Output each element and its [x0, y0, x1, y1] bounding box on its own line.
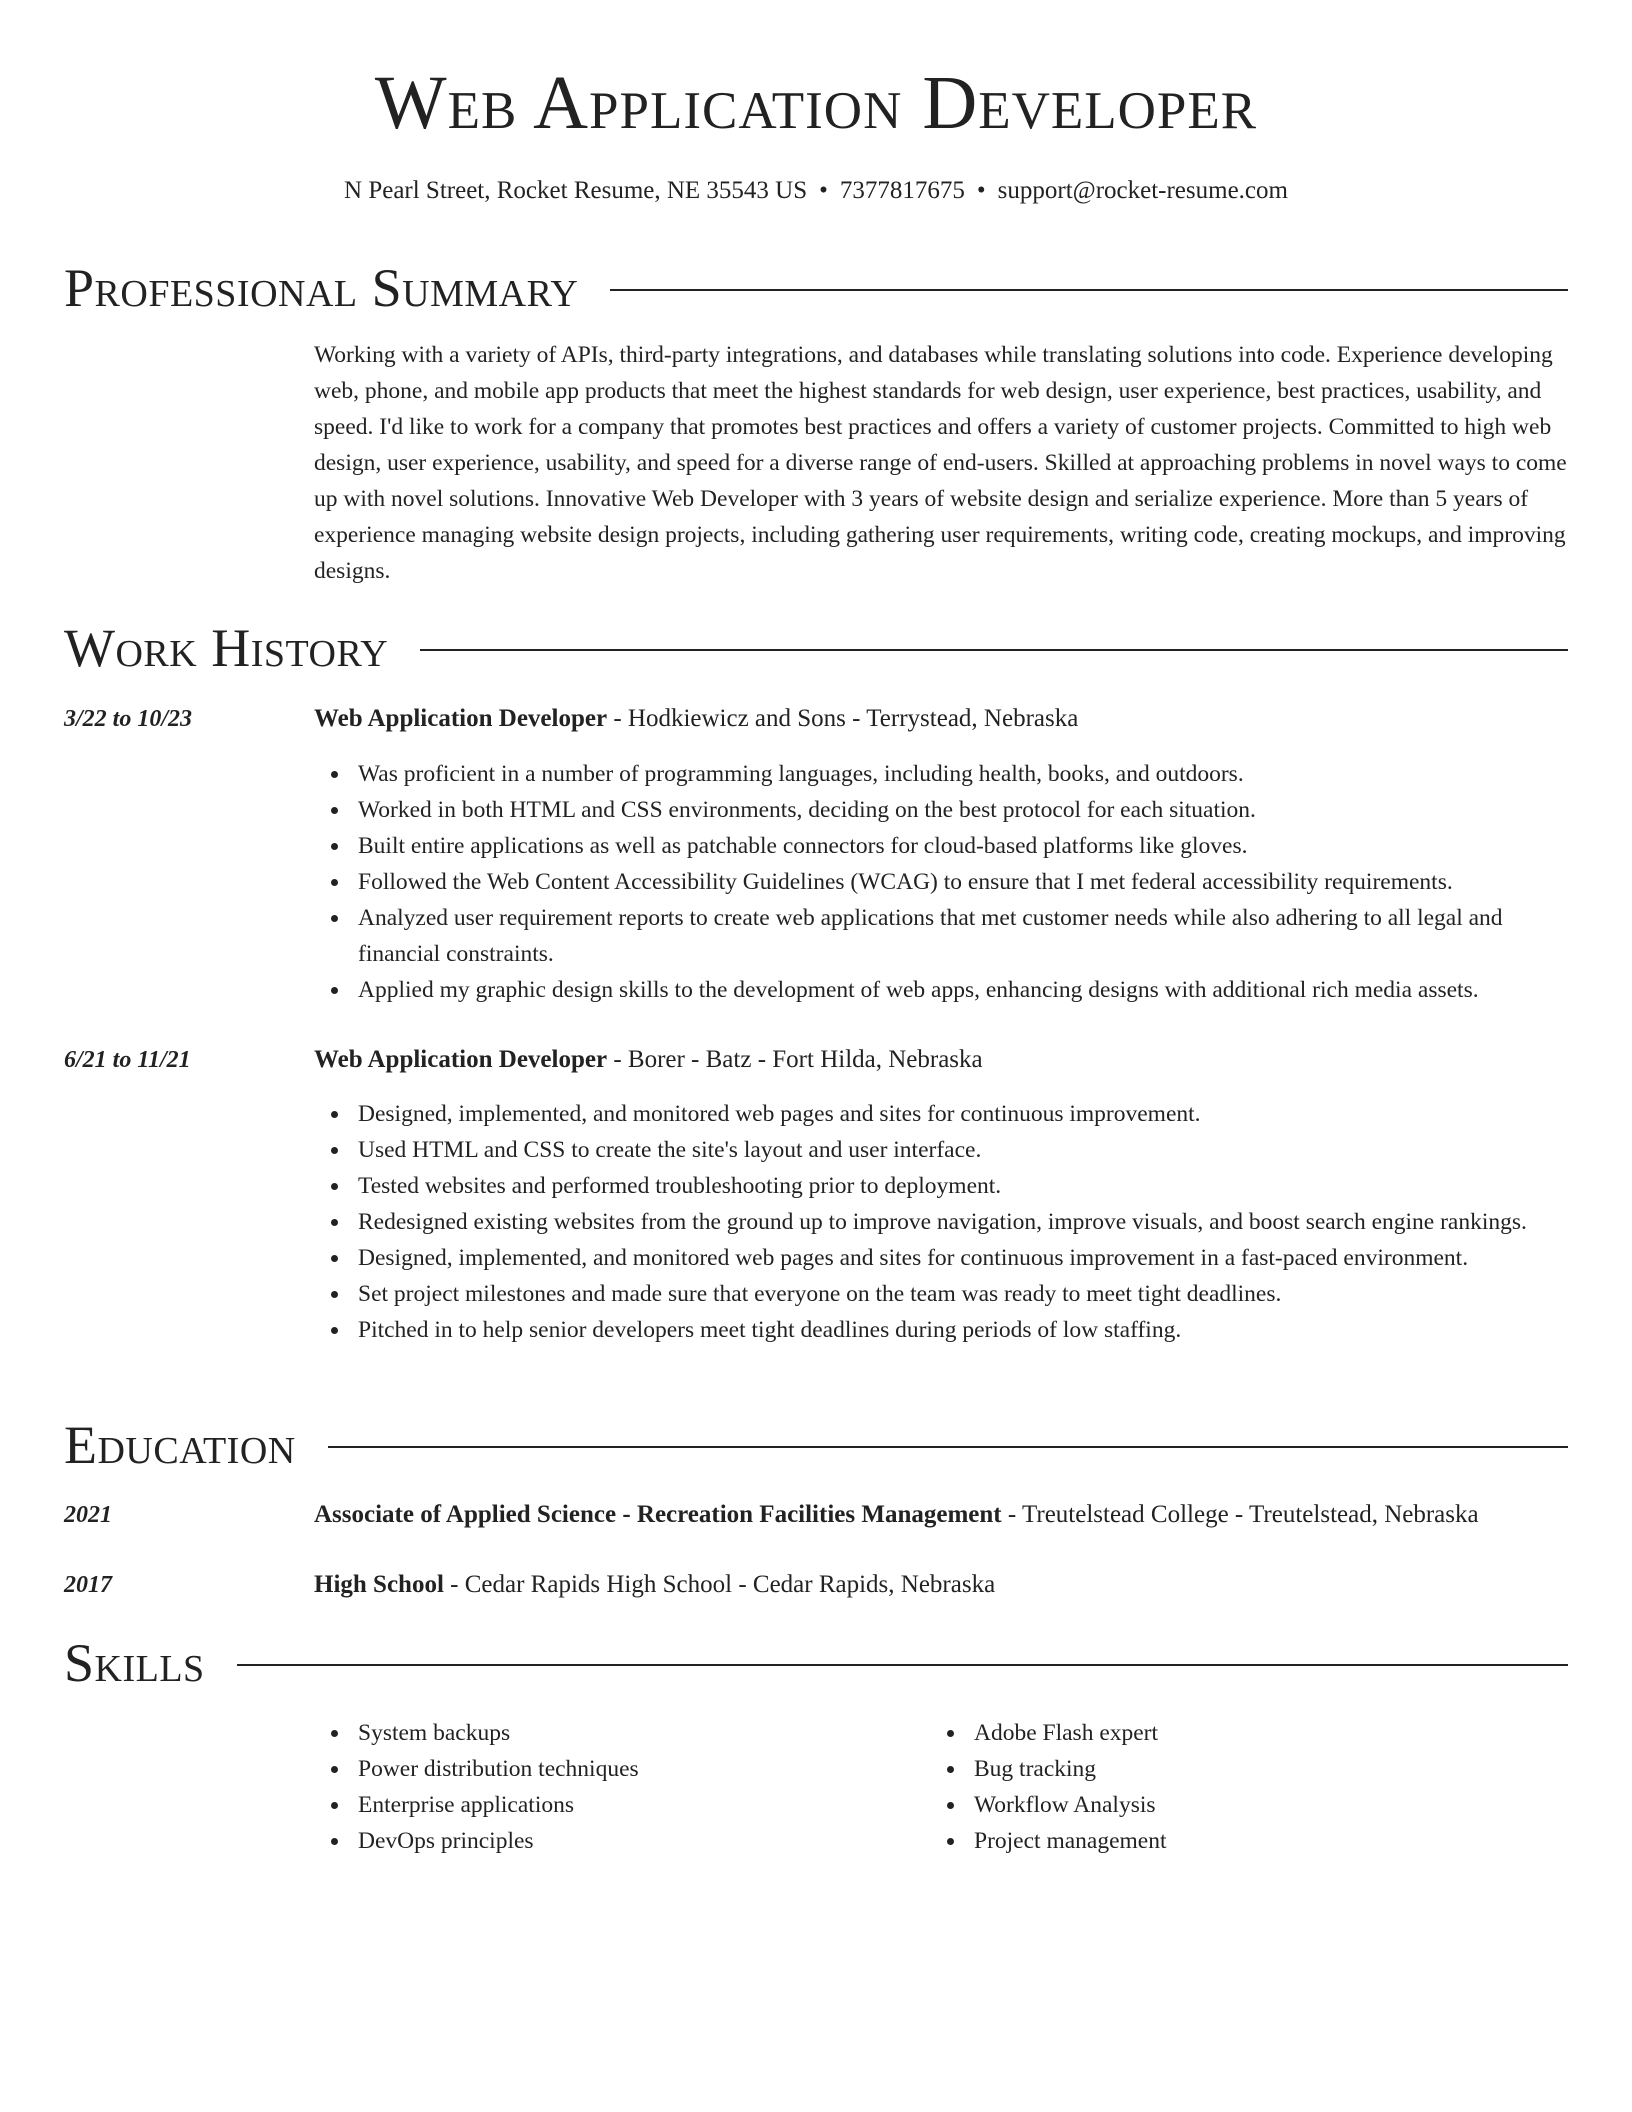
school-location: - Cedar Rapids High School - Cedar Rapids, Nebraska: [443, 1571, 996, 1598]
education-year: 2021: [64, 1502, 112, 1528]
skill-item: Bug tracking: [930, 1751, 1490, 1787]
section-divider: [328, 1446, 1568, 1448]
skill-item: DevOps principles: [314, 1823, 874, 1859]
email-address: support@rocket-resume.com: [997, 177, 1288, 204]
job-bullets: [314, 756, 1574, 1008]
section-header-education: [64, 1409, 1568, 1481]
job-heading: [314, 702, 1574, 736]
summary-text: Working with a variety of APIs, third-party integrations, and databases while translating solutions into code. Experience developing web, phone, and mobile app products that meet the highest standards for web design, user experience, best practices, usability, and speed. I'd like to work for a company that promotes best practices and offers a variety of customer projects. Committed to high web design, user experience, usability, and speed for a diverse range of end-users. Skilled at approaching problems in novel ways to come up with novel solutions. Innovative Web Developer with 3 years of website design and serialize experience. More than 5 years of experience managing website design projects, including gathering user requirements, writing code, creating mockups, and improving designs.: [314, 342, 1567, 584]
contact-separator: •: [819, 177, 828, 204]
education-entry: [314, 1498, 1574, 1532]
degree: High School: [314, 1571, 444, 1598]
degree: Associate of Applied Science - Recreation Facilities Management: [314, 1501, 1002, 1528]
list-item: Applied my graphic design skills to the development of web apps, enhancing designs with additional rich media assets.: [314, 972, 1574, 1008]
job-bullets: [314, 1096, 1574, 1348]
list-item: Set project milestones and made sure that everyone on the team was ready to meet tight deadlines.: [314, 1276, 1574, 1312]
skill-item: Workflow Analysis: [930, 1787, 1490, 1823]
list-item: Was proficient in a number of programming languages, including health, books, and outdoors.: [314, 756, 1574, 792]
list-item: Used HTML and CSS to create the site's layout and user interface.: [314, 1132, 1574, 1168]
skills-list-right: [930, 1715, 1490, 1859]
education-year: 2017: [64, 1572, 112, 1598]
section-title-skills: Skills: [64, 1633, 205, 1693]
contact-line: [0, 174, 1632, 208]
skill-item: System backups: [314, 1715, 874, 1751]
address: N Pearl Street, Rocket Resume, NE 35543 US: [344, 177, 808, 204]
job-employer-location: - Borer - Batz - Fort Hilda, Nebraska: [607, 1046, 983, 1073]
section-divider: [420, 649, 1568, 651]
list-item: Designed, implemented, and monitored web pages and sites for continuous improvement in a fast-paced environment.: [314, 1240, 1574, 1276]
education-entry: [314, 1568, 1574, 1602]
list-item: Designed, implemented, and monitored web pages and sites for continuous improvement.: [314, 1096, 1574, 1132]
section-divider: [610, 289, 1568, 291]
skill-item: Adobe Flash expert: [930, 1715, 1490, 1751]
skill-item: Enterprise applications: [314, 1787, 874, 1823]
skill-item: Project management: [930, 1823, 1490, 1859]
section-header-skills: [64, 1627, 1568, 1699]
skills-list-left: [314, 1715, 874, 1859]
list-item: Pitched in to help senior developers meet tight deadlines during periods of low staffing.: [314, 1312, 1574, 1348]
job-employer-location: - Hodkiewicz and Sons - Terrystead, Nebraska: [607, 705, 1079, 732]
job-dates: 3/22 to 10/23: [64, 706, 193, 732]
job-dates: 6/21 to 11/21: [64, 1047, 191, 1073]
section-title-work-history: Work History: [64, 618, 389, 678]
list-item: Built entire applications as well as patchable connectors for cloud-based platforms like gloves.: [314, 828, 1574, 864]
list-item: Followed the Web Content Accessibility Guidelines (WCAG) to ensure that I met federal accessibility requirements.: [314, 864, 1574, 900]
section-divider: [237, 1664, 1568, 1666]
section-title-summary: Professional Summary: [64, 258, 579, 318]
contact-separator: •: [976, 177, 986, 204]
list-item: Worked in both HTML and CSS environments, deciding on the best protocol for each situation.: [314, 792, 1574, 828]
list-item: Analyzed user requirement reports to create web applications that met customer needs while also adhering to all legal and financial constraints.: [314, 900, 1574, 972]
section-title-education: Education: [64, 1415, 296, 1475]
list-item: Tested websites and performed troubleshooting prior to deployment.: [314, 1168, 1574, 1204]
section-header-work-history: [64, 612, 1568, 684]
skill-item: Power distribution techniques: [314, 1751, 874, 1787]
phone-number: 7377817675: [839, 177, 965, 204]
school-location: - Treutelstead College - Treutelstead, Nebraska: [1001, 1501, 1479, 1528]
job-heading: [314, 1043, 1574, 1077]
list-item: Redesigned existing websites from the ground up to improve navigation, improve visuals, and boost search engine rankings.: [314, 1204, 1574, 1240]
job-title: Web Application Developer: [314, 1046, 608, 1073]
job-title: Web Application Developer: [314, 705, 608, 732]
candidate-name: Web Application Developer: [374, 61, 1258, 145]
section-header-summary: [64, 252, 1568, 324]
